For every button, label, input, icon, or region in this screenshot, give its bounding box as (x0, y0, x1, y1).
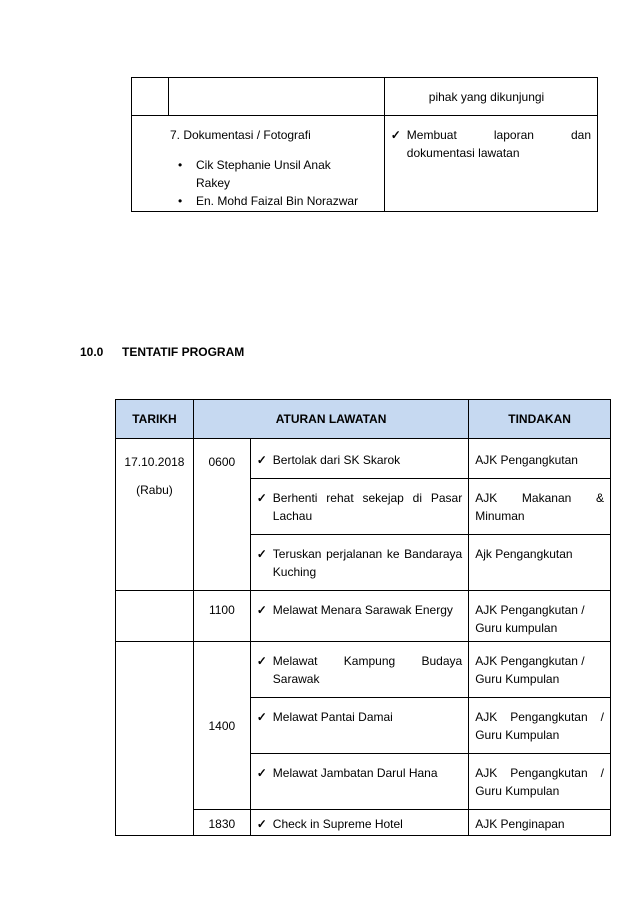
committee-table (131, 77, 598, 212)
check-icon: ✓ (256, 453, 267, 467)
section-number: 10.0 (80, 345, 104, 359)
action-cell: AJK Pengangkutan (469, 439, 611, 479)
item-title: 7. Dokumentasi / Fotografi (170, 128, 311, 142)
activity-cell: ✓ Melawat Pantai Damai (250, 698, 468, 754)
member-2: • En. Mohd Faizal Bin Norazwar (170, 192, 374, 210)
action-cell: AJK Penginapan (469, 810, 611, 836)
check-icon: ✓ (256, 603, 267, 617)
activity-cell: ✓ Melawat Jambatan Darul Hana (250, 754, 468, 810)
activity-cell: ✓ Melawat Kampung Budaya Sarawak (250, 642, 468, 698)
action-cell: AJK Makanan & Minuman (469, 479, 611, 535)
action-cell: AJK Pengangkutan / Guru kumpulan (469, 591, 611, 642)
check-icon: ✓ (256, 547, 267, 561)
program-date: 17.10.2018 (124, 455, 185, 469)
action-cell: AJK Pengangkutan / Guru Kumpulan (469, 754, 611, 810)
activity-cell: ✓ Teruskan perjalanan ke Bandaraya Kuching (250, 535, 468, 591)
date-cell (116, 439, 194, 591)
row1-role-text: pihak yang dikunjungi (428, 89, 545, 104)
check-icon: ✓ (256, 766, 267, 780)
check-icon: ✓ (256, 491, 267, 505)
header-date: TARIKH (116, 400, 194, 439)
section-title: TENTATIF PROGRAM (122, 345, 245, 359)
task-cell (384, 116, 597, 212)
task-text: Membuat laporan dan dokumentasi lawatan (406, 128, 591, 160)
action-cell: AJK Pengangkutan / Guru Kumpulan (469, 642, 611, 698)
activity-cell: ✓ Berhenti rehat sekejap di Pasar Lachau (250, 479, 468, 535)
check-icon: ✓ (390, 128, 401, 142)
activity-cell: ✓ Bertolak dari SK Skarok (250, 439, 468, 479)
time-cell: 1830 (193, 810, 250, 836)
action-cell: Ajk Pengangkutan (469, 535, 611, 591)
member-1: • Cik Stephanie Unsil Anak Rakey (170, 156, 346, 192)
section-heading (80, 345, 244, 359)
program-table (115, 399, 611, 836)
program-day: (Rabu) (136, 483, 173, 497)
time-cell: 1400 (193, 642, 250, 810)
header-action: TINDAKAN (469, 400, 611, 439)
time-cell: 0600 (193, 439, 250, 591)
time-cell: 1100 (193, 591, 250, 642)
check-icon: ✓ (256, 817, 267, 831)
activity-cell: ✓ Melawat Menara Sarawak Energy (250, 591, 468, 642)
activity-cell: ✓ Check in Supreme Hotel (250, 810, 468, 836)
check-icon: ✓ (256, 654, 267, 668)
header-schedule: ATURAN LAWATAN (193, 400, 468, 439)
documentation-cell (132, 116, 385, 212)
action-cell: AJK Pengangkutan / Guru Kumpulan (469, 698, 611, 754)
check-icon: ✓ (256, 710, 267, 724)
